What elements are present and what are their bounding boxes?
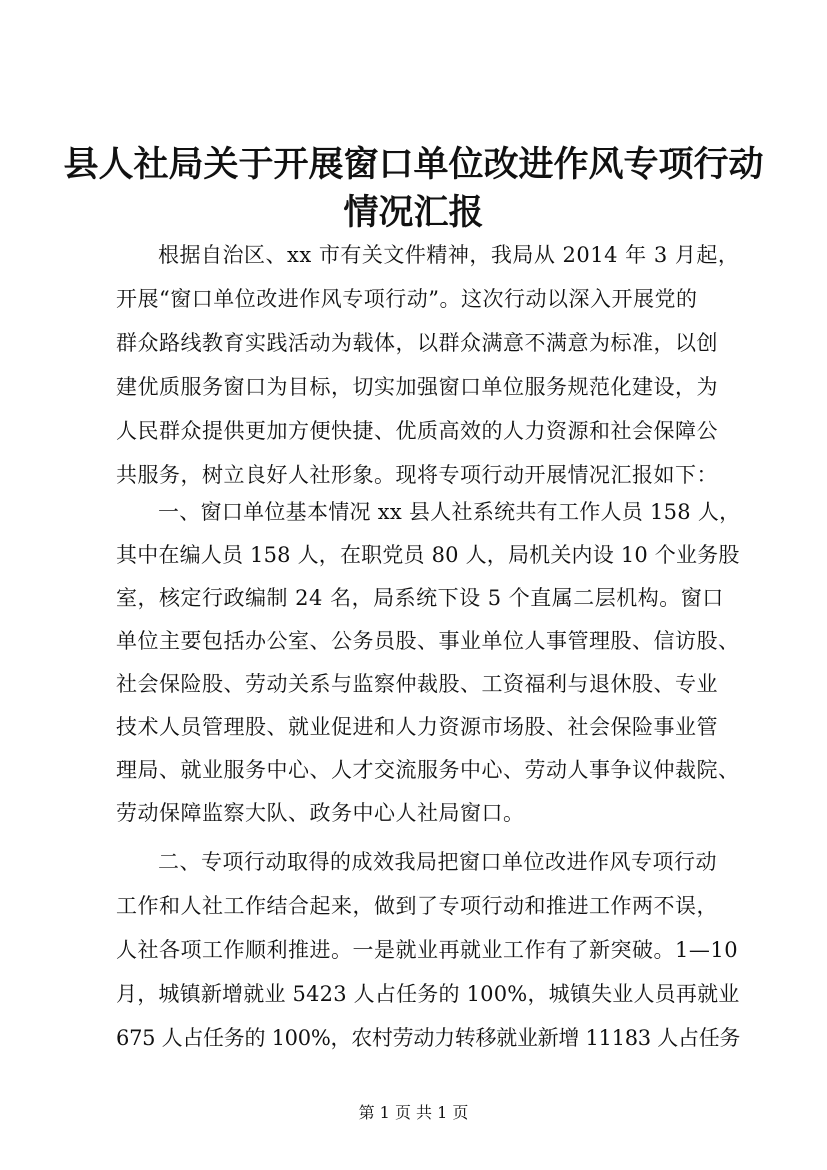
page-footer: 第 1 页 共 1 页: [358, 1103, 469, 1122]
body-line: 月，城镇新增就业 5423 人占任务的 100%，城镇失业人员再就业: [116, 982, 740, 1006]
body-line: 劳动保障监察大队、政务中心人社局窗口。: [116, 801, 525, 825]
body-line: 人民群众提供更加方便快捷、优质高效的人力资源和社会保障公: [116, 419, 718, 443]
body-line: 理局、就业服务中心、人才交流服务中心、劳动人事争议仲裁院、: [116, 758, 740, 782]
body-line: 室，核定行政编制 24 名，局系统下设 5 个直属二层机构。窗口: [116, 586, 724, 610]
body-line: 工作和人社工作结合起来，做到了专项行动和推进工作两不误，: [116, 894, 718, 918]
body-line: 技术人员管理股、就业促进和人力资源市场股、社会保险事业管: [116, 715, 718, 739]
body-line: 其中在编人员 158 人，在职党员 80 人，局机关内设 10 个业务股: [116, 543, 740, 567]
body-line: 建优质服务窗口为目标，切实加强窗口单位服务规范化建设，为: [116, 375, 718, 399]
document-title-line-2: 情况汇报: [343, 192, 484, 233]
body-line: 根据自治区、xx 市有关文件精神，我局从 2014 年 3 月起，: [158, 243, 740, 267]
document-title-line-1: 县人社局关于开展窗口单位改进作风专项行动: [63, 144, 764, 185]
body-line: 人社各项工作顺利推进。一是就业再就业工作有了新突破。1—10: [116, 938, 739, 962]
body-line: 675 人占任务的 100%，农村劳动力转移就业新增 11183 人占任务: [116, 1026, 741, 1050]
body-line: 社会保险股、劳动关系与监察仲裁股、工资福利与退休股、专业: [116, 672, 718, 696]
body-line: 群众路线教育实践活动为载体，以群众满意不满意为标准，以创: [116, 331, 718, 355]
body-line: 一、窗口单位基本情况 xx 县人社系统共有工作人员 158 人，: [158, 500, 741, 524]
body-line: 共服务，树立良好人社形象。现将专项行动开展情况汇报如下：: [116, 463, 718, 487]
body-line: 开展“窗口单位改进作风专项行动”。这次行动以深入开展党的: [116, 287, 698, 311]
body-line: 单位主要包括办公室、公务员股、事业单位人事管理股、信访股、: [116, 629, 740, 653]
body-line: 二、专项行动取得的成效我局把窗口单位改进作风专项行动: [158, 850, 717, 874]
